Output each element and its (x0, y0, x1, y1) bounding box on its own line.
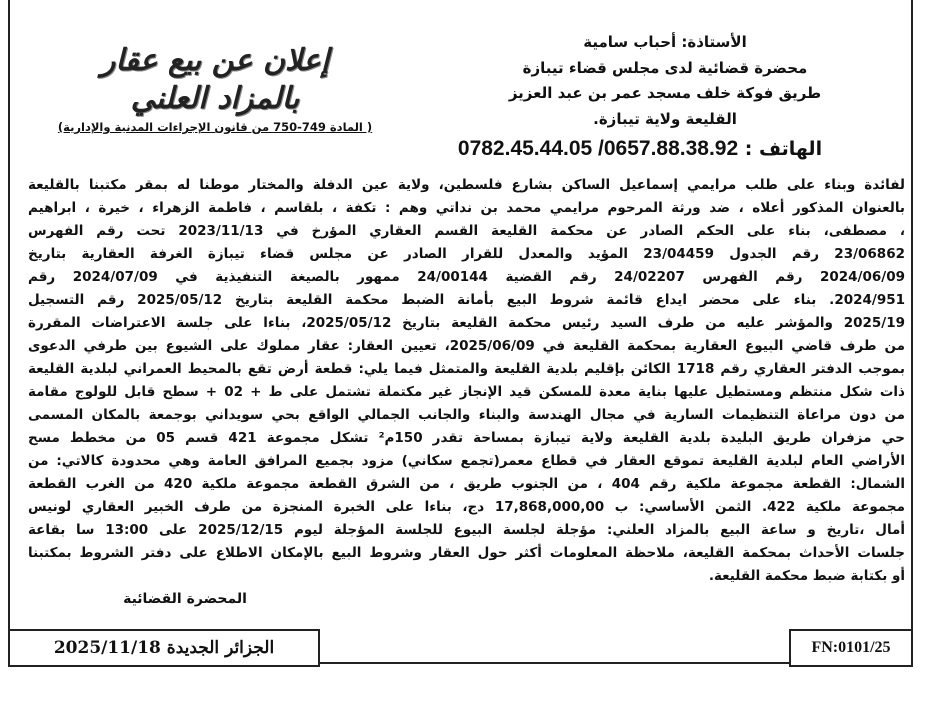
legal-reference: ( المادة 749-750 من قانون الإجراءات المدنية والإدارية) (57, 120, 373, 134)
title-line-2: بالمزاد العلني (130, 81, 300, 116)
body-line: حي مزفران طريق البليدة بلدية القليعة ولاية تيبازة بمساحة تقدر 150م² تشكل مجموعة 421 قسم 05 من مخطط مسح (28, 430, 905, 446)
body-line: لفائدة وبناء على طلب مرايمي إسماعيل الساكن بشارع فلسطين، ولاية عين الدفلة والمختار موطنا له بمقر مكتبنا بالقليعة (28, 177, 905, 193)
file-number-box (789, 629, 913, 667)
body-line: 23/06862 رقم الجدول 23/04459 المؤيد والمعدل للقرار الصادر عن مجلس قضاء تيبازة الغرفة العقارية بتاريخ (28, 246, 905, 262)
bailiff-title: محضرة قضائية لدى مجلس قضاء تيبازة (522, 58, 808, 77)
phone-numbers: 0782.45.44.05 /0657.88.38.92 (457, 137, 739, 160)
publication-box (8, 629, 320, 667)
body-line: أمال ،تاريخ و ساعة البيع بالمزاد العلني: مؤجلة لجلسة البيوع للجلسة المؤجلة ليوم 2025/12/15 على 13:00 سا بقاعة (28, 522, 905, 538)
phone-row (435, 137, 845, 161)
body-line: من طرف قاضي البيوع العقارية بمحكمة القليعة في 2025/06/09، تعيين العقار: عقار مملوك على الشيوع بين طرفي الدعوى (28, 338, 905, 354)
notice-body (28, 174, 905, 588)
bailiff-header (430, 30, 900, 132)
body-line: مجموعة ملكية 422. الثمن الأساسي: ب 17,868,000,00 دج، بناءا على الخبرة المنجزة من طرف الخبير العقاري لونيس (28, 499, 905, 515)
body-line: ، مصطفى، بناء على الحكم الصادر عن محكمة القليعة القسم العقاري المؤرخ في 2023/11/13 تحت رقم الفهرس (28, 223, 905, 239)
phone-label: الهاتف : (744, 138, 823, 160)
body-line: بموجب الدفتر العقاري رقم 1718 الكائن بإقليم بلدية القليعة والمتمثل فيما يلي: قطعة أرض تقع بالمحيط العمراني لبلدية القليعة (28, 361, 905, 377)
bailiff-name: الأستاذة: أحباب سامية (583, 33, 747, 51)
address-line-2: القليعة ولاية تيبازة. (593, 109, 737, 128)
body-line: 2024/06/09 رقم الفهرس 24/02207 رقم القضية 24/00144 ممهور بالصيغة التنفيذية في 2024/07/09 رقم (28, 269, 905, 285)
body-line: 2025/19 والمؤشر عليه من طرف السيد رئيس محكمة القليعة بتاريخ 2025/05/12، بناءا على جلسة الاعتراضات المقررة (28, 315, 905, 331)
body-line: الأراضي العام لبلدية القليعة تموقع العقار في قطاع معمر(تجمع سكاني) مزود بجميع المرافق العامة وهي محدودة كالاتي: من (28, 453, 905, 469)
body-line: أو بكتابة ضبط محكمة القليعة. (708, 568, 905, 584)
title-line-1: إعلان عن بيع عقار (100, 43, 330, 78)
signature: المحضرة القضائية (123, 591, 247, 607)
notice-title (20, 42, 410, 118)
body-line: ذات شكل منتظم ومستطيل عليها بناية معدة للمسكن قيد الإنجاز غير مكتملة تشتمل على ط + 02 + سطح قابل للولوج مقامة (28, 384, 905, 400)
body-line: من دون مراعاة التنظيمات السارية في مجال الهندسة والبناء والجانب الجمالي الواقع بحي سويداني بوجمعة بالمكان المسمى (28, 407, 905, 423)
publication-date: الجزائر الجديدة 2025/11/18 (53, 638, 275, 658)
body-line: جلسات الأحداث بمحكمة القليعة، ملاحظة المعلومات أكثر حول العقار وشروط البيع بالإمكان الاطلاع على دفتر الشروط بمكتبنا (28, 545, 905, 561)
body-line: 2024/951. بناء على محضر ايداع قائمة شروط البيع بأمانة الضبط محكمة القليعة بتاريخ 2025/05/12 رقم التسجيل (28, 292, 905, 308)
body-line: الشمال: القطعة مجموعة ملكية رقم 404 ، من الجنوب طريق ، من الشرق القطعة مجموعة ملكية 420 من الغرب القطعة (28, 476, 905, 492)
body-line: بالعنوان المذكور أعلاه ، ضد ورثة المرحوم مرايمي محمد بن نداتي وهم : تكفة ، بلقاسم ، فاطمة الزهراء ، خيرة ، ابراهيم (28, 200, 905, 216)
file-number: FN:0101/25 (811, 639, 891, 656)
address-line-1: طريق فوكة خلف مسجد عمر بن عبد العزيز (508, 84, 822, 102)
